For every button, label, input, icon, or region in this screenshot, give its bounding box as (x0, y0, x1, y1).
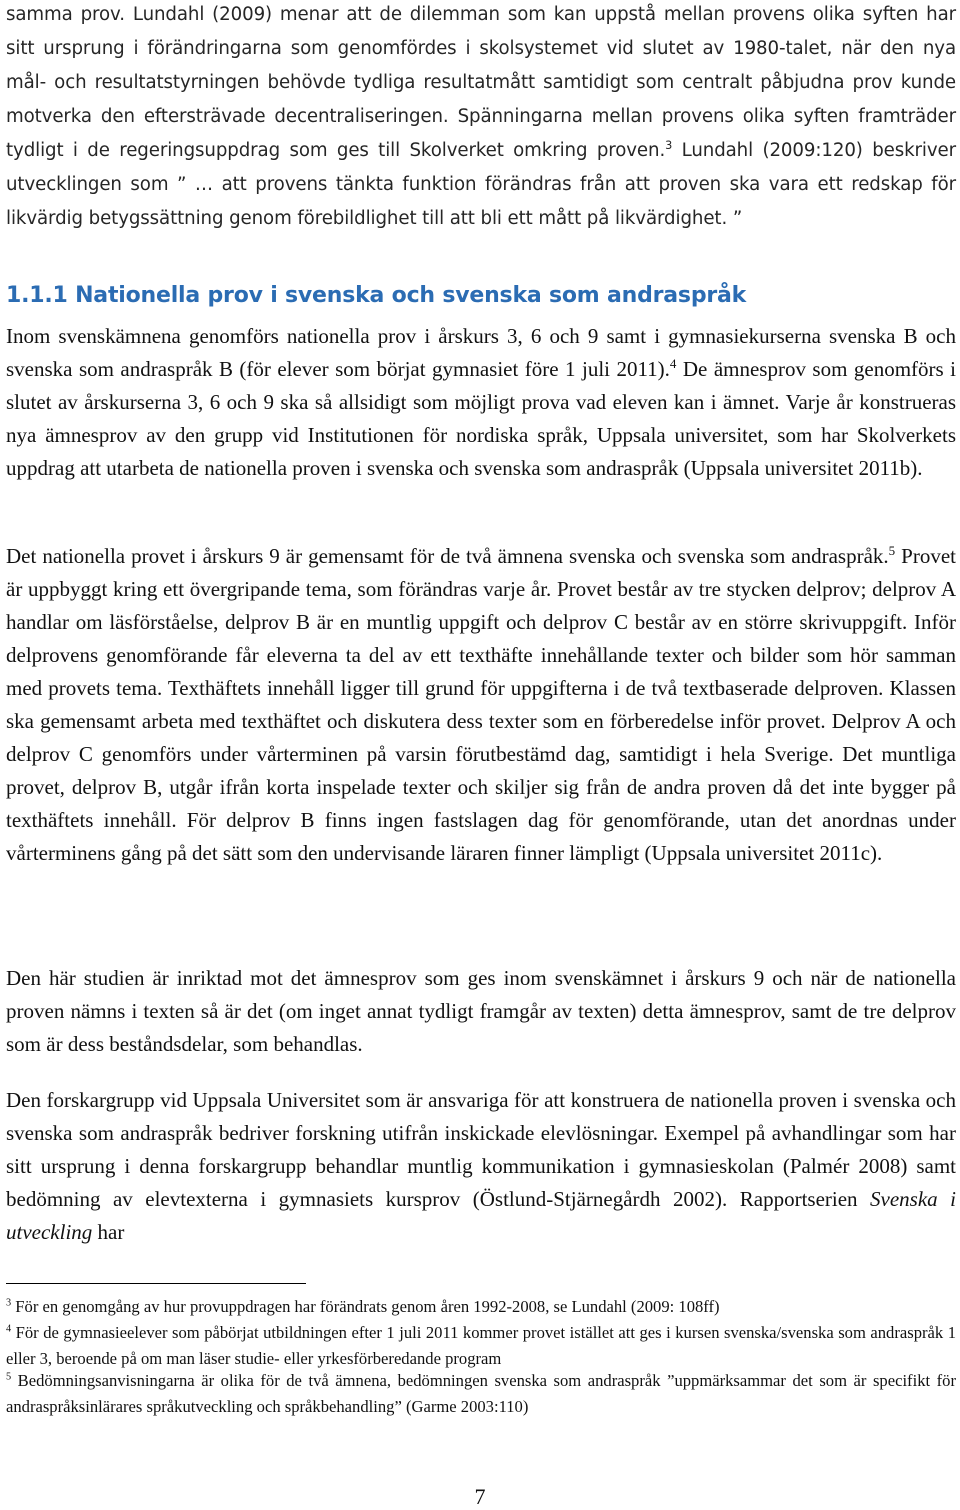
paragraph4-text-b: har (92, 1220, 125, 1244)
footnote-5 (6, 1368, 956, 1420)
footnote-4 (6, 1320, 956, 1372)
footnote-ref-4[interactable]: 4 (669, 355, 677, 371)
footnote-ref-5[interactable]: 5 (888, 542, 896, 558)
paragraph-national-tests (6, 320, 956, 485)
paragraph2-text-b: Provet är uppbyggt kring ett övergripande tema, som förändras varje år. Provet består av tre stycken delprov; delprov A handlar om läsförståelse, delprov B är en muntlig uppgift och delprov C består av en större skrivuppgift. Inför delprovens genomförande får eleverna ta del av ett texthäfte innehållande texter och bilder som hör samman med provets tema. Texthäftets innehåll ligger till grund för uppgifterna i de två textbaserade delproven. Klassen ska gemensamt arbeta med texthäftet och diskutera dess texter som en förberedelse inför provet. Delprov A och delprov C genomförs under vårterminen på varsin förutbestämd dag, samtidigt i hela Sverige. Det muntliga provet, delprov B, utgår ifrån korta inspelade texter och skiljer sig från de andra proven då det inte bygger på texthäftets innehåll. För delprov B finns ingen fastslagen dag för genomförande, utan det anordnas under vårterminens gång på det sätt som den undervisande läraren finner lämpligt (Uppsala universitet 2011c). (6, 544, 957, 865)
footnote-5-text: Bedömningsanvisningarna är olika för de två ämnena, bedömningen svenska som andraspråk ”uppmärksammar det som är specifikt för andraspråksinlärares språkutveckling och språkbehandling” (Garme 2003:110) (6, 1371, 956, 1416)
footnote-3-text: För en genomgång av hur provuppdragen har förändrats genom åren 1992-2008, se Lundahl (2009: 108ff) (11, 1297, 720, 1316)
footnote-3 (6, 1294, 956, 1320)
section-heading: 1.1.1 Nationella prov i svenska och svenska som andraspråk (6, 283, 747, 308)
paragraph-study-focus: Den här studien är inriktad mot det ämnesprov som ges inom svenskämnet i årskurs 9 och när de nationella proven nämns i texten så är det (om inget annat tydligt framgår av texten) detta ämnesprov, samt de tre delprov som är dess beståndsdelar, som behandlas. (6, 966, 956, 1056)
paragraph2-text-a: Det nationella provet i årskurs 9 är gemensamt för de två ämnena svenska och svenska som andraspråk. (6, 544, 889, 568)
intro-text-b: Lundahl (2009:120) beskriver utvecklingen som ” … att provens tänkta funktion förändras från att proven ska vara ett redskap för likvärdig betygssättning genom förebildlighet till att bli ett mått på likvärdighet. ” (6, 140, 956, 229)
footnote-5-number: 5 (6, 1371, 12, 1383)
footnote-4-number: 4 (6, 1323, 12, 1335)
intro-text-a: samma prov. Lundahl (2009) menar att de dilemman som kan uppstå mellan provens olika syften har sitt ursprung i förändringarna som genomfördes i skolsystemet vid slutet av 1980-talet, när den nya mål- och resultatstyrningen behövde tydliga resultatmått samtidigt som centralt påbjudna prov kunde motverka den eftersträvade decentraliseringen. Spänningarna mellan provens olika syften framträder tydligt i de regeringsuppdrag som ges till Skolverket omkring proven. (6, 4, 956, 161)
footnote-separator (6, 1283, 306, 1284)
intro-paragraph (6, 0, 956, 236)
footnote-4-text: För de gymnasieelever som påbörjat utbildningen efter 1 juli 2011 kommer provet istället att ges i kursen svenska/svenska som andraspråk 1 eller 3, beroende på om man läser studie- eller yrkesförberedande program (6, 1323, 956, 1368)
footnote-ref-3[interactable]: 3 (665, 139, 673, 153)
paragraph1-text-b: De ämnesprov som genomförs i slutet av årskurserna 3, 6 och 9 ska så allsidigt som möjligt prova vad eleven kan i ämnet. Varje år konstrueras nya ämnesprov av den grupp vid Institutionen för nordiska språk, Uppsala universitet, som har Skolverkets uppdrag att utarbeta de nationella proven i svenska och svenska som andraspråk (Uppsala universitet 2011b). (6, 357, 956, 480)
report-series-title: Svenska i utveckling (6, 1187, 956, 1244)
page-number: 7 (474, 1484, 486, 1509)
footnote-3-number: 3 (6, 1297, 12, 1309)
paragraph-grade9-test (6, 540, 956, 870)
paragraph4-text-a: Den forskargrupp vid Uppsala Universitet som är ansvariga för att konstruera de nationella proven i svenska och svenska som andraspråk bedriver forskning utifrån inskickade elevlösningar. Exempel på avhandlingar som har sitt ursprung i denna forskargrupp behandlar muntlig kommunikation i gymnasieskolan (Palmér 2008) samt bedömning av elevtexterna i gymnasiets kursprov (Östlund-Stjärnegårdh 2002). Rapportserien (6, 1088, 956, 1211)
paragraph1-text-a: Inom svenskämnena genomförs nationella prov i årskurs 3, 6 och 9 samt i gymnasiekurserna svenska B och svenska som andraspråk B (för elever som börjat gymnasiet före 1 juli 2011). (6, 324, 956, 381)
paragraph-research-group (6, 1084, 956, 1249)
